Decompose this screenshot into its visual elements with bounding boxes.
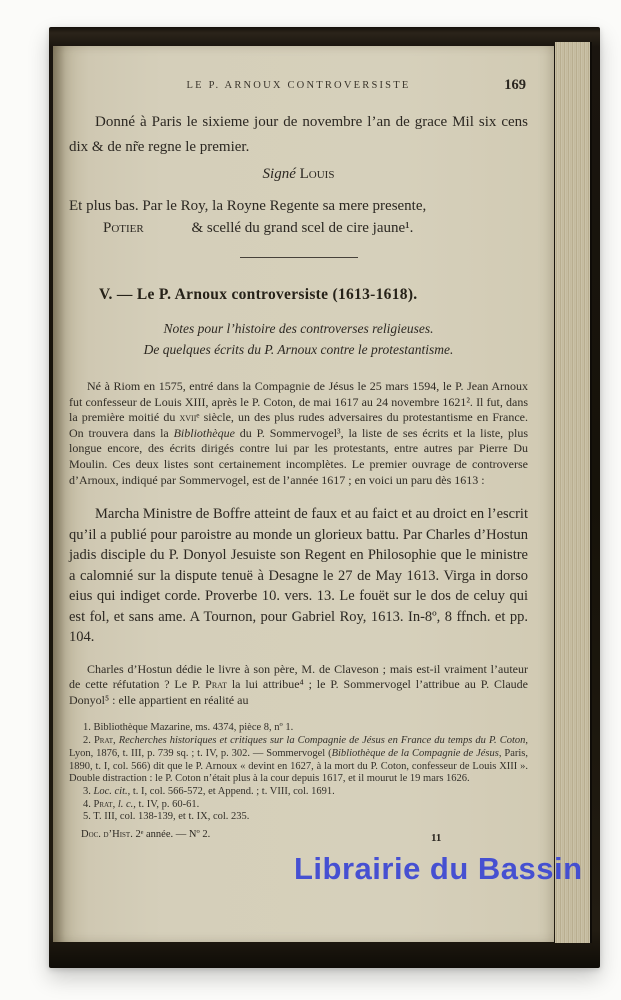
page-footer [69, 829, 528, 845]
quoted-book-title: Marcha Ministre de Boffre atteint de faux et au faict et au droict en l’escrit qu’il a publié pour paroistre au monde un glorieux battu. Par Charles d’Hostun jadis disciple du P. Donyol Jesuiste son Regent en Philosophie que le ministre a calomnié sur la dispute tenuë à Desagne le 27 de May 1613. Virga in dorso eius qui indiget corde. Proverbe 10. vers. 13. Le fouët sur le dos de celuy qui est fol, et sans ame. A Tournon, pour Gabriel Roy, 1613. In-8º, 8 ffnch. et pp. 104. [69, 506, 528, 646]
attribution-paragraph: Charles d’Hostun dédie le livre à son père, M. de Claveson ; mais est-il vraiment l’auteur de cette réfutation ? Le P. Prat la lui attribue⁴ ; le P. Sommervogel l’attribue au P. Claude Donyol⁵ : elle appartient en réalité au [69, 661, 528, 707]
section-subtitle-line1: Notes pour l’histoire des controverses religieuses. [163, 321, 434, 336]
seal-text: & scellé du grand scel de cire jaune¹. [191, 220, 414, 236]
section-divider [240, 257, 358, 258]
bookseller-watermark: Librairie du Bassin [294, 851, 583, 886]
page-edges [555, 42, 592, 943]
act-line2 [69, 217, 528, 239]
running-header [69, 77, 528, 96]
footnote-2: 2. Prat, Recherches historiques et critiques sur la Compagnie de Jésus en France du temps du P. Coton, Lyon, 1876, t. III, p. 739 sq. ; t. IV, p. 302. — Sommervogel (Bibliothèque de la Compagnie de Jésus, Paris, 1890, t. I, col. 566) dit que le P. Arnoux « devint en 1627, à la mort du P. Coton, confesseur de Louis XIII ». Double distraction : le P. Coton n’était plus à la cour depuis 1617, et il mourut le 19 mars 1626. [69, 735, 529, 785]
book-photo [49, 27, 600, 968]
footnote-3: 3. Loc. cit., t. I, col. 566-572, et Append. ; t. VIII, col. 1691. [83, 785, 335, 797]
section-heading: V. — Le P. Arnoux controversiste (1613-1618). [99, 286, 418, 303]
book-page [53, 46, 554, 942]
footnote-4: 4. Prat, l. c., t. IV, p. 60-61. [83, 798, 200, 810]
act-line1: Et plus bas. Par le Roy, la Royne Regente sa mere presente, [69, 198, 427, 214]
biography-paragraph: Né à Riom en 1575, entré dans la Compagnie de Jésus le 25 mars 1594, le P. Jean Arnoux fut confesseur de Louis XIII, après le P. Coton, de mai 1617 au 24 novembre 1621². Il fut, dans la première moitié du xviiᵉ siècle, un des plus rudes adversaires du protestantisme en France. On trouvera dans la Bibliothèque du P. Sommervogel³, la liste de ses écrits et la liste, plus longue encore, des écrits dirigés contre lui par les protestants, entre autres par Pierre Du Moulin. Ces deux listes sont certainement incomplètes. Le premier ouvrage de controverse d’Arnoux, indiqué par Sommervogel, est de l’année 1617 ; en voici un paru dès 1613 : [69, 379, 528, 487]
running-title: LE P. ARNOUX CONTROVERSISTE [186, 80, 411, 91]
signatory-name: Potier [103, 220, 144, 236]
act-signature: Signé Louis [262, 166, 335, 182]
footnotes-block [69, 722, 528, 824]
footnote-5: 5. T. III, col. 138-139, et t. IX, col. 235. [83, 811, 250, 823]
act-paragraph: Donné à Paris le sixieme jour de novembre l’an de grace Mil six cens dix & de nr̃e regne le premier. [69, 114, 528, 155]
page-number: 169 [504, 77, 526, 93]
footnote-1: 1. Bibliothèque Mazarine, ms. 4374, pièce 8, nº 1. [83, 722, 294, 734]
section-subtitle-line2: De quelques écrits du P. Arnoux contre le protestantisme. [143, 342, 454, 357]
journal-reference: Doc. d’Hist. 2ᵉ année. — Nº 2. [81, 829, 211, 841]
signature-number: 11 [431, 832, 442, 845]
